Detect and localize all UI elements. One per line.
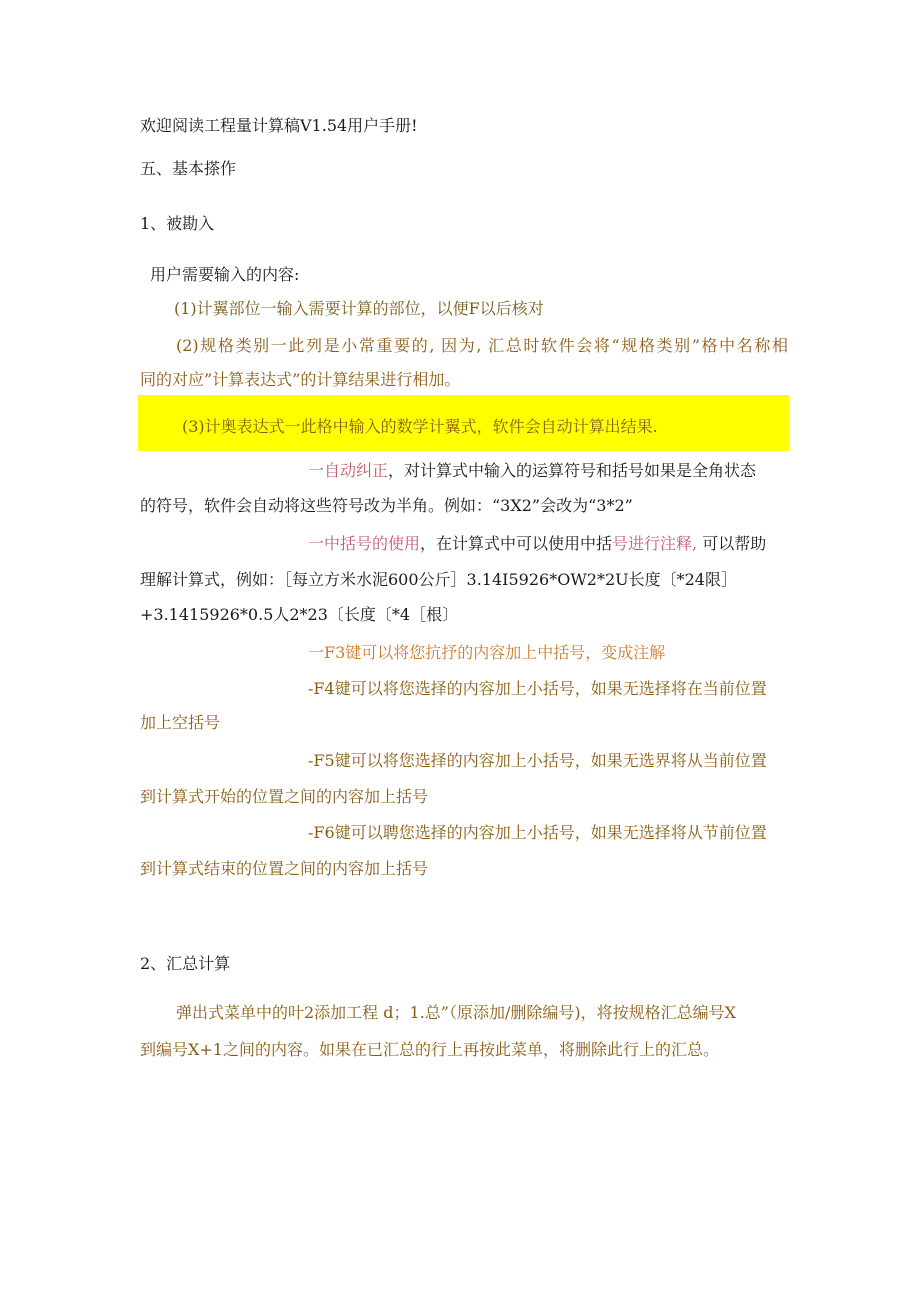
item-2-line-1: (2)规格类别一此列是小常重要的, 因为, 汇总时软件会将“规格类别”格中名称相	[176, 336, 788, 355]
f4-line-2: 加上空括号	[140, 713, 221, 732]
f4-line-1: -F4键可以将您选择的内容加上小括号，如果无选择将在当前位置	[308, 679, 767, 698]
f3-line: 一F3键可以将您抗抒的内容加上中括号，变成注解	[308, 643, 666, 662]
welcome-line: 欢迎阅读工程量计算稿V1.54用户手册!	[140, 116, 418, 135]
f5-line-2: 到计算式开始的位置之间的内容加上括号	[140, 787, 429, 806]
f6-line-1: -F6键可以聘您选择的内容加上小括号，如果无选择将从节前位置	[308, 823, 767, 842]
subsection-heading-1: 1、被勘入	[140, 214, 215, 233]
subsection-heading-2: 2、汇总计算	[140, 954, 231, 973]
summary-line-2: 到编号X+1之间的内容。如果在已汇总的行上再按此菜单，将删除此行上的汇总。	[140, 1040, 719, 1059]
item-1: (1)计翼部位一输入需要计算的部位，以便F以后核对	[174, 299, 544, 318]
autocorrect-label: 一自动纠正	[308, 461, 389, 480]
item-3: (3)计奥表达式一此格中输入的数学计翼式，软件会自动计算出结果.	[182, 417, 658, 436]
bracket-text-b: 号进行注释,	[612, 534, 698, 553]
f5-line-1: -F5键可以将您选择的内容加上小括号，如果无选界将从当前位置	[308, 751, 767, 770]
f6-line-2: 到计算式结束的位置之间的内容加上括号	[140, 859, 429, 878]
item-2-line-2: 同的对应”计算表达式”的计算结果进行相加。	[140, 370, 461, 389]
bracket-text-a: ，在计算式中可以使用中括	[420, 534, 613, 553]
bracket-label: 一中括号的使用	[308, 534, 421, 553]
summary-line-1: 弹出式菜单中的叶2添加工程 d；1.总”（原添加/删除编号)，将按规格汇总编号X	[176, 1003, 736, 1022]
user-input-intro: 用户需要输入的内容:	[150, 265, 300, 284]
autocorrect-line-2: 的符号，软件会自动将这些符号改为半角。例如：“3X2”会改为“3*2”	[140, 496, 633, 515]
bracket-text-c: 可以帮助	[697, 534, 767, 553]
bracket-line-2: 理解计算式，例如：［每立方米水泥600公斤］3.14I5926*OW2*2U长度〔*24限］	[140, 570, 737, 589]
autocorrect-text: ，对计算式中输入的运算符号和括号如果是全角状态	[388, 461, 757, 480]
bracket-line-1	[308, 533, 766, 555]
bracket-line-3: +3.1415926*0.5人2*23〔长度〔*4［根〕	[140, 605, 459, 624]
autocorrect-line-1	[308, 460, 756, 482]
section-heading: 五、基本搽作	[140, 159, 237, 178]
